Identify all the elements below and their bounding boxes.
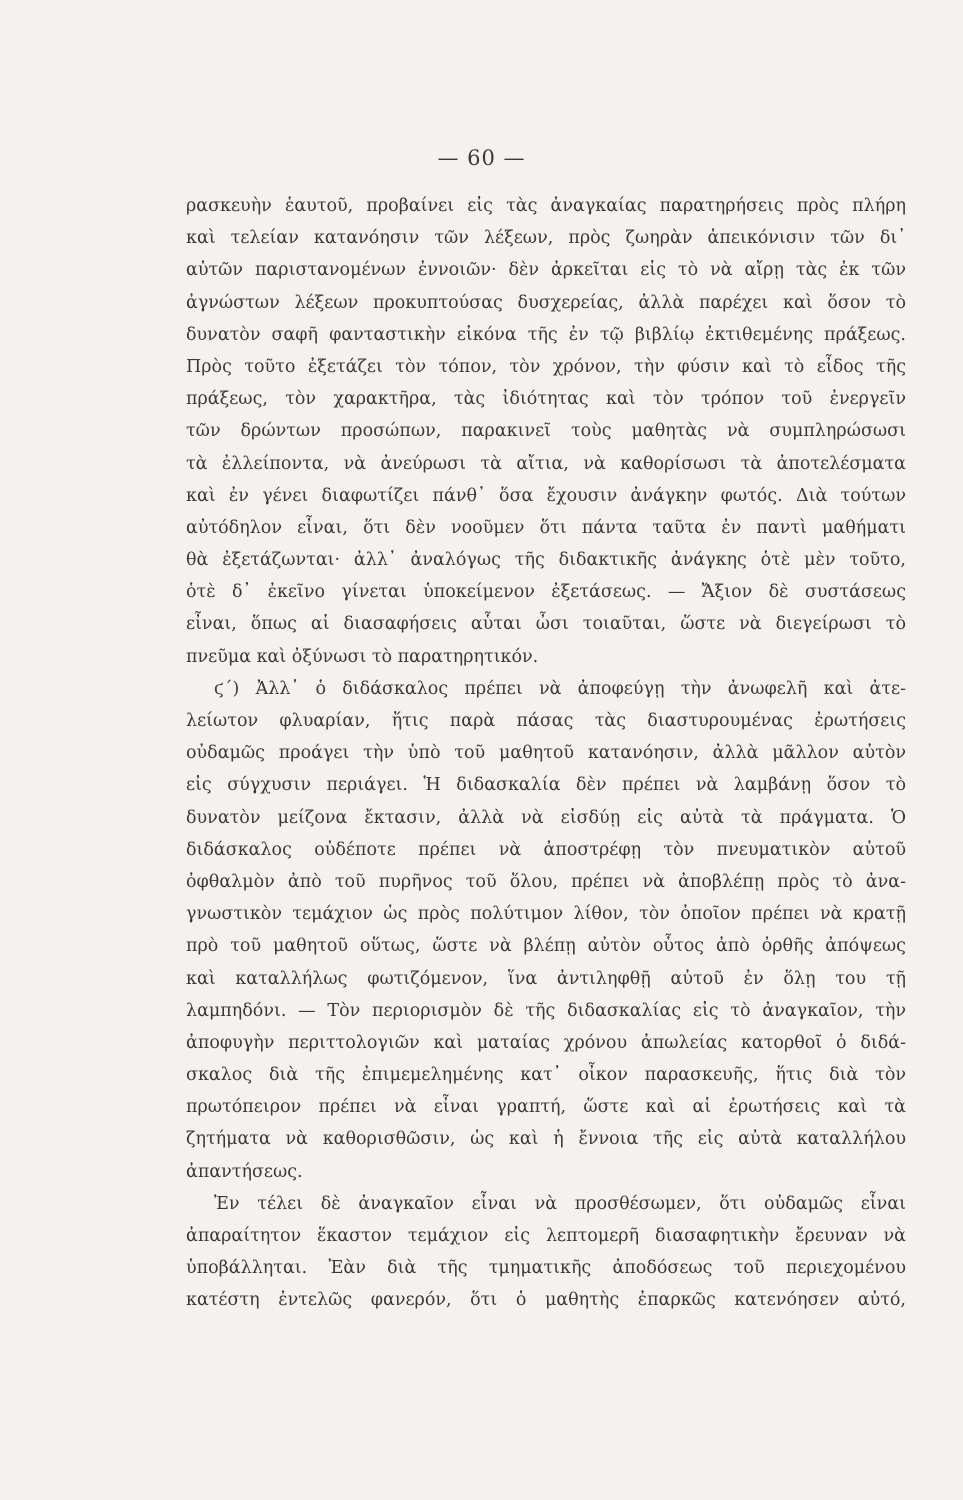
page-number: — 60 — (437, 146, 526, 170)
text-line: δυνατὸν μείζονα ἔκτασιν, ἀλλὰ νὰ εἰσδύῃ εἰς αὐτὰ τὰ πράγματα. Ὁ (186, 807, 906, 828)
text-line: δυνατὸν σαφῆ φανταστικὴν εἰκόνα τῆς ἐν τῷ βιβλίῳ ἐκτιθεμένης πράξεως. (186, 324, 906, 345)
text-line: τὰ ἐλλείποντα, νὰ ἀνεύρωσι τὰ αἴτια, νὰ καθορίσωσι τὰ ἀποτελέσματα (186, 453, 906, 474)
text-line: αὐτόδηλον εἶναι, ὅτι δὲν νοοῦμεν ὅτι πάντα ταῦτα ἐν παντὶ μαθήματι (186, 517, 906, 538)
text-line: λείωτον φλυαρίαν, ἥτις παρὰ πάσας τὰς διαστυρουμένας ἐρωτήσεις (186, 711, 906, 731)
text-line: γνωστικὸν τεμάχιον ὡς πρὸς πολύτιμον λίθον, τὸν ὁποῖον πρέπει νὰ κρατῇ (186, 904, 906, 925)
text-line: πνεῦμα καὶ ὀξύνωσι τὸ παρατηρητικόν. (186, 646, 539, 667)
text-line: ἀπαραίτητον ἕκαστον τεμάχιον εἰς λεπτομερῆ διασαφητικὴν ἔρευναν νὰ (186, 1226, 906, 1246)
text-line: καὶ ἐν γένει διαφωτίζει πάνθ᾽ ὅσα ἔχουσιν ἀνάγκην φωτός. Διὰ τούτων (186, 485, 906, 506)
text-line: Ἐν τέλει δὲ ἀναγκαῖον εἶναι νὰ προσθέσωμεν, ὅτι οὐδαμῶς εἶναι (214, 1193, 906, 1214)
text-line: Πρὸς τοῦτο ἐξετάζει τὸν τόπον, τὸν χρόνον, τὴν φύσιν καὶ τὸ εἶδος τῆς (186, 356, 906, 377)
text-line: ζητήματα νὰ καθορισθῶσιν, ὡς καὶ ἡ ἔννοια τῆς εἰς αὐτὰ καταλλήλου (186, 1129, 906, 1150)
text-line: εἶναι, ὅπως αἱ διασαφήσεις αὗται ὦσι τοιαῦται, ὥστε νὰ διεγείρωσι τὸ (186, 614, 906, 635)
text-line: πρωτόπειρον πρέπει νὰ εἶναι γραπτή, ὥστε καὶ αἱ ἐρωτήσεις καὶ τὰ (186, 1097, 906, 1118)
text-line: ὑποβάλληται. Ἐὰν διὰ τῆς τμηματικῆς ἀποδόσεως τοῦ περιεχομένου (186, 1258, 906, 1279)
text-line: ὁτὲ δ᾽ ἐκεῖνο γίνεται ὑποκείμενον ἐξετάσεως. — Ἄξιον δὲ συστάσεως (186, 582, 906, 603)
text-line: αὐτῶν παριστανομένων ἐννοιῶν· δὲν ἀρκεῖται εἰς τὸ νὰ αἴρῃ τὰς ἐκ τῶν (186, 260, 906, 281)
text-line: καὶ τελείαν κατανόησιν τῶν λέξεων, πρὸς ζωηρὰν ἀπεικόνισιν τῶν δι᾽ (186, 228, 906, 249)
text-line: ἀγνώστων λέξεων προκυπτούσας δυσχερείας, ἀλλὰ παρέχει καὶ ὅσον τὸ (186, 292, 906, 313)
text-line: πράξεως, τὸν χαρακτῆρα, τὰς ἰδιότητας καὶ τὸν τρόπον τοῦ ἐνεργεῖν (186, 389, 906, 410)
text-line: τῶν δρώντων προσώπων, παρακινεῖ τοὺς μαθητὰς νὰ συμπληρώσωσι (186, 421, 906, 442)
body-text (186, 190, 906, 1317)
text-line: καὶ καταλλήλως φωτιζόμενον, ἵνα ἀντιληφθῇ αὐτοῦ ἐν ὅλῃ του τῇ (186, 968, 906, 989)
text-line: θὰ ἐξετάζωνται· ἀλλ᾽ ἀναλόγως τῆς διδακτικῆς ἀνάγκης ὁτὲ μὲν τοῦτο, (186, 550, 906, 571)
text-line: ϛ´) Ἀλλ᾽ ὁ διδάσκαλος πρέπει νὰ ἀποφεύγῃ τὴν ἀνωφελῆ καὶ ἀτε- (214, 678, 906, 699)
text-line: οὐδαμῶς προάγει τὴν ὑπὸ τοῦ μαθητοῦ κατανόησιν, ἀλλὰ μᾶλλον αὐτὸν (186, 743, 906, 764)
text-line: κατέστη ἐντελῶς φανερόν, ὅτι ὁ μαθητὴς ἐπαρκῶς κατενόησεν αὐτό, (186, 1290, 906, 1311)
text-line: ὀφθαλμὸν ἀπὸ τοῦ πυρῆνος τοῦ ὅλου, πρέπει νὰ ἀποβλέπῃ πρὸς τὸ ἀνα- (186, 871, 906, 892)
text-line: λαμπηδόνι. — Τὸν περιορισμὸν δὲ τῆς διδασκαλίας εἰς τὸ ἀναγκαῖον, τὴν (186, 1000, 906, 1021)
text-line: πρὸ τοῦ μαθητοῦ οὕτως, ὥστε νὰ βλέπῃ αὐτὸν οὗτος ἀπὸ ὀρθῆς ἀπόψεως (186, 936, 906, 957)
text-line: εἰς σύγχυσιν περιάγει. Ἡ διδασκαλία δὲν πρέπει νὰ λαμβάνῃ ὅσον τὸ (186, 775, 906, 796)
text-line: ρασκευὴν ἑαυτοῦ, προβαίνει εἰς τὰς ἀναγκαίας παρατηρήσεις πρὸς πλήρη (186, 196, 906, 216)
text-line: ἀπαντήσεως. (186, 1161, 303, 1182)
text-line: σκαλος διὰ τῆς ἐπιμεμελημένης κατ᾽ οἶκον παρασκευῆς, ἥτις διὰ τὸν (186, 1065, 906, 1086)
text-line: διδάσκαλος οὐδέποτε πρέπει νὰ ἀποστρέφῃ τὸν πνευματικὸν αὑτοῦ (186, 839, 906, 860)
text-line: ἀποφυγὴν περιττολογιῶν καὶ ματαίας χρόνου ἀπωλείας κατορθοῖ ὁ διδά- (186, 1032, 906, 1053)
